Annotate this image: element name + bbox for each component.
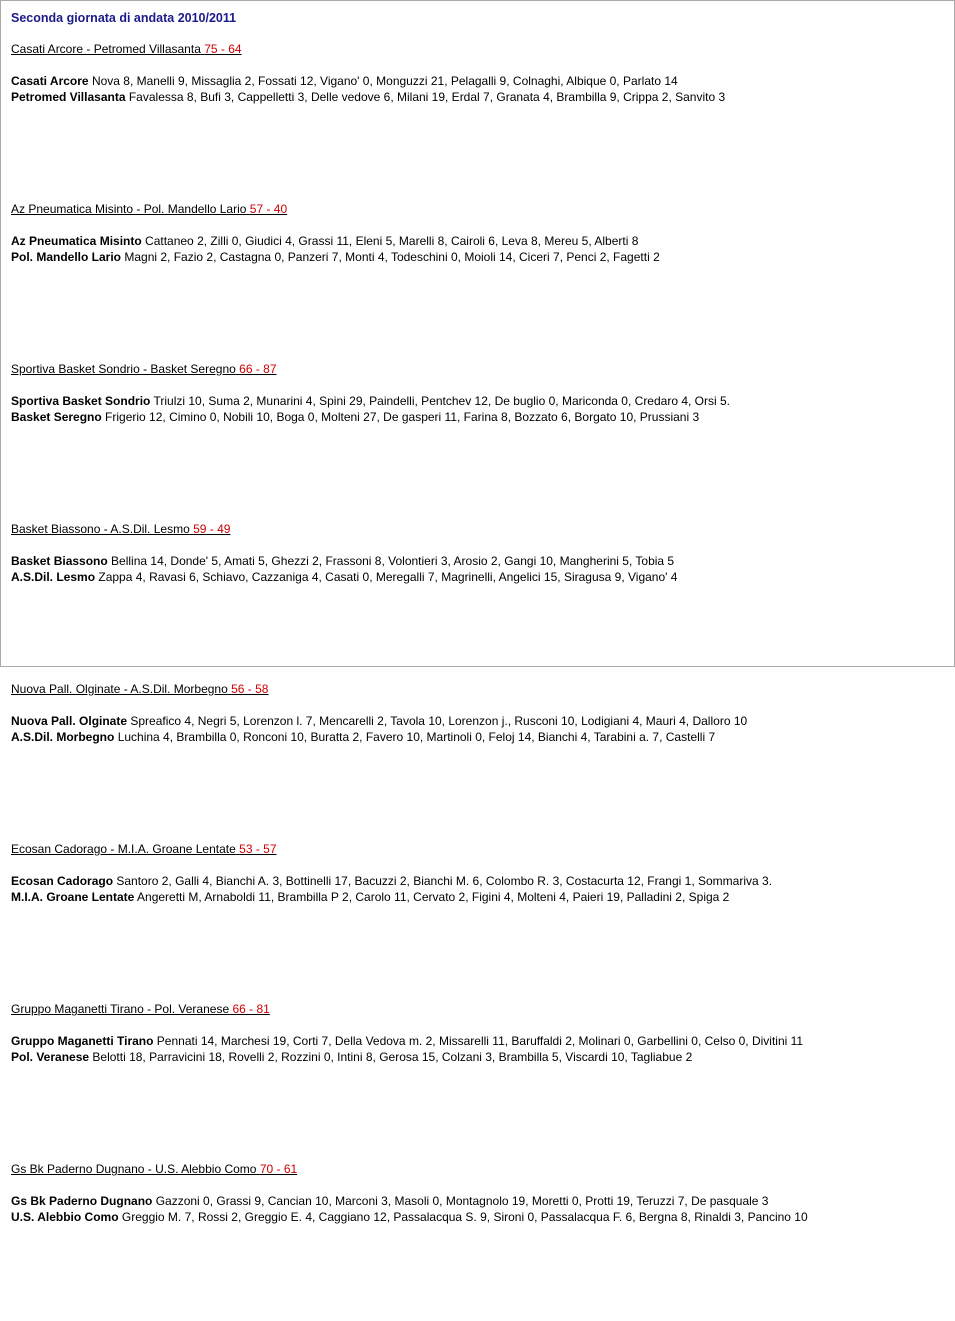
match-link[interactable] [11, 521, 230, 537]
match-label: Nuova Pall. Olginate - A.S.Dil. Morbegno [11, 682, 228, 696]
team-lineup [11, 1193, 947, 1209]
lineups [11, 873, 947, 905]
page-title: Seconda giornata di andata 2010/2011 [11, 11, 237, 25]
team-name: Pol. Mandello Lario [11, 250, 122, 264]
team-name: Sportiva Basket Sondrio [11, 394, 151, 408]
match-link[interactable] [11, 41, 242, 57]
team-players: Belotti 18, Parravicini 18, Rovelli 2, Rozzini 0, Intini 8, Gerosa 15, Colzani 3, Brambilla 5, Viscardi 10, Tagliabue 2 [92, 1050, 693, 1064]
team-lineup [11, 713, 947, 729]
team-name: Az Pneumatica Misinto [11, 234, 142, 248]
lineups [11, 73, 947, 105]
team-lineup [11, 1049, 947, 1065]
team-players: Triulzi 10, Suma 2, Munarini 4, Spini 29, Paindelli, Pentchev 12, De buglio 0, Mariconda 0, Credaro 4, Orsi 5. [153, 394, 731, 408]
team-name: A.S.Dil. Morbegno [11, 730, 115, 744]
team-lineup [11, 249, 947, 265]
match-score: 66 - 87 [239, 362, 277, 376]
team-name: Casati Arcore [11, 74, 89, 88]
team-players: Pennati 14, Marchesi 19, Corti 7, Della Vedova m. 2, Missarelli 11, Baruffaldi 2, Molinari 0, Garbellini 0, Celso 0, Divitini 11 [156, 1034, 804, 1048]
match-label: Gruppo Maganetti Tirano - Pol. Veranese [11, 1002, 230, 1016]
team-players: Gazzoni 0, Grassi 9, Cancian 10, Marconi 3, Masoli 0, Montagnolo 19, Moretti 0, Protti 19, Teruzzi 7, De pasquale 3 [155, 1194, 769, 1208]
team-lineup [11, 553, 947, 569]
match-link[interactable] [11, 201, 287, 217]
match-score: 70 - 61 [259, 1162, 298, 1176]
match-block [11, 1001, 947, 1161]
team-players: Spreafico 4, Negri 5, Lorenzon l. 7, Mencarelli 2, Tavola 10, Lorenzon j., Rusconi 10, Lodigiani 4, Mauri 4, Dalloro 10 [130, 714, 748, 728]
team-name: U.S. Alebbio Como [11, 1210, 119, 1224]
team-players: Bellina 14, Donde' 5, Amati 5, Ghezzi 2, Frassoni 8, Volontieri 3, Arosio 2, Gangi 10, Mangherini 5, Tobia 5 [111, 554, 675, 568]
lineups [11, 553, 947, 585]
match-score: 66 - 81 [232, 1002, 270, 1016]
matches-list [11, 41, 947, 1321]
match-link[interactable] [11, 681, 268, 697]
team-name: Ecosan Cadorago [11, 874, 114, 888]
match-label: Az Pneumatica Misinto - Pol. Mandello Lario [11, 202, 247, 216]
match-block [11, 1161, 947, 1321]
match-label: Sportiva Basket Sondrio - Basket Seregno [11, 362, 236, 376]
lineups [11, 1193, 947, 1225]
team-players: Luchina 4, Brambilla 0, Ronconi 10, Buratta 2, Favero 10, Martinoli 0, Feloj 14, Bianchi 4, Tarabini a. 7, Castelli 7 [117, 730, 716, 744]
match-score: 75 - 64 [204, 42, 242, 56]
match-label: Ecosan Cadorago - M.I.A. Groane Lentate [11, 842, 236, 856]
team-lineup [11, 1033, 947, 1049]
lineups [11, 1033, 947, 1065]
match-link[interactable] [11, 1001, 270, 1017]
team-name: Nuova Pall. Olginate [11, 714, 128, 728]
match-label: Gs Bk Paderno Dugnano - U.S. Alebbio Como [11, 1162, 257, 1176]
results-content [11, 10, 947, 1321]
team-lineup [11, 73, 947, 89]
match-score: 57 - 40 [249, 202, 288, 216]
team-lineup [11, 89, 947, 105]
match-block [11, 41, 947, 201]
team-name: Petromed Villasanta [11, 90, 126, 104]
match-score: 59 - 49 [193, 522, 231, 536]
team-players: Frigerio 12, Cimino 0, Nobili 10, Boga 0, Molteni 27, De gasperi 11, Farina 8, Bozzato 6, Borgato 10, Prussiani 3 [105, 410, 700, 424]
team-name: Pol. Veranese [11, 1050, 90, 1064]
team-players: Cattaneo 2, Zilli 0, Giudici 4, Grassi 11, Eleni 5, Marelli 8, Cairoli 6, Leva 8, Mereu 5, Alberti 8 [145, 234, 639, 248]
team-lineup [11, 409, 947, 425]
match-block [11, 681, 947, 841]
match-label: Casati Arcore - Petromed Villasanta [11, 42, 201, 56]
team-lineup [11, 1209, 947, 1225]
team-lineup [11, 569, 947, 585]
match-block [11, 841, 947, 1001]
match-score: 56 - 58 [231, 682, 269, 696]
team-name: M.I.A. Groane Lentate [11, 890, 135, 904]
team-name: Basket Seregno [11, 410, 102, 424]
lineups [11, 393, 947, 425]
match-block [11, 361, 947, 521]
team-name: A.S.Dil. Lesmo [11, 570, 96, 584]
team-lineup [11, 233, 947, 249]
lineups [11, 713, 947, 745]
team-players: Santoro 2, Galli 4, Bianchi A. 3, Bottinelli 17, Bacuzzi 2, Bianchi M. 6, Colombo R. 3, Costacurta 12, Frangi 1, Sommariva 3. [116, 874, 773, 888]
team-players: Nova 8, Manelli 9, Missaglia 2, Fossati 12, Vigano' 0, Monguzzi 21, Pelagalli 9, Colnaghi, Albique 0, Parlato 14 [91, 74, 678, 88]
lineups [11, 233, 947, 265]
team-lineup [11, 873, 947, 889]
match-label: Basket Biassono - A.S.Dil. Lesmo [11, 522, 190, 536]
team-name: Gs Bk Paderno Dugnano [11, 1194, 153, 1208]
team-name: Gruppo Maganetti Tirano [11, 1034, 154, 1048]
match-link[interactable] [11, 361, 277, 377]
team-players: Magni 2, Fazio 2, Castagna 0, Panzeri 7, Monti 4, Todeschini 0, Moioli 14, Ciceri 7, Penci 2, Fagetti 2 [124, 250, 660, 264]
team-players: Angeretti M, Arnaboldi 11, Brambilla P 2, Carolo 11, Cervato 2, Figini 4, Molteni 4, Paieri 19, Palladini 2, Spiga 2 [137, 890, 730, 904]
team-players: Greggio M. 7, Rossi 2, Greggio E. 4, Caggiano 12, Passalacqua S. 9, Sironi 0, Passalacqua F. 6, Bergna 8, Rinaldi 3, Pancino 10 [121, 1210, 808, 1224]
match-block [11, 201, 947, 361]
team-lineup [11, 393, 947, 409]
match-block [11, 521, 947, 681]
team-players: Zappa 4, Ravasi 6, Schiavo, Cazzaniga 4, Casati 0, Meregalli 7, Magrinelli, Angelici 15, Siragusa 9, Vigano' 4 [98, 570, 678, 584]
team-name: Basket Biassono [11, 554, 108, 568]
team-players: Favalessa 8, Bufi 3, Cappelletti 3, Delle vedove 6, Milani 19, Erdal 7, Granata 4, Brambilla 9, Crippa 2, Sanvito 3 [128, 90, 726, 104]
team-lineup [11, 889, 947, 905]
match-link[interactable] [11, 1161, 297, 1177]
match-score: 53 - 57 [239, 842, 277, 856]
team-lineup [11, 729, 947, 745]
match-link[interactable] [11, 841, 277, 857]
